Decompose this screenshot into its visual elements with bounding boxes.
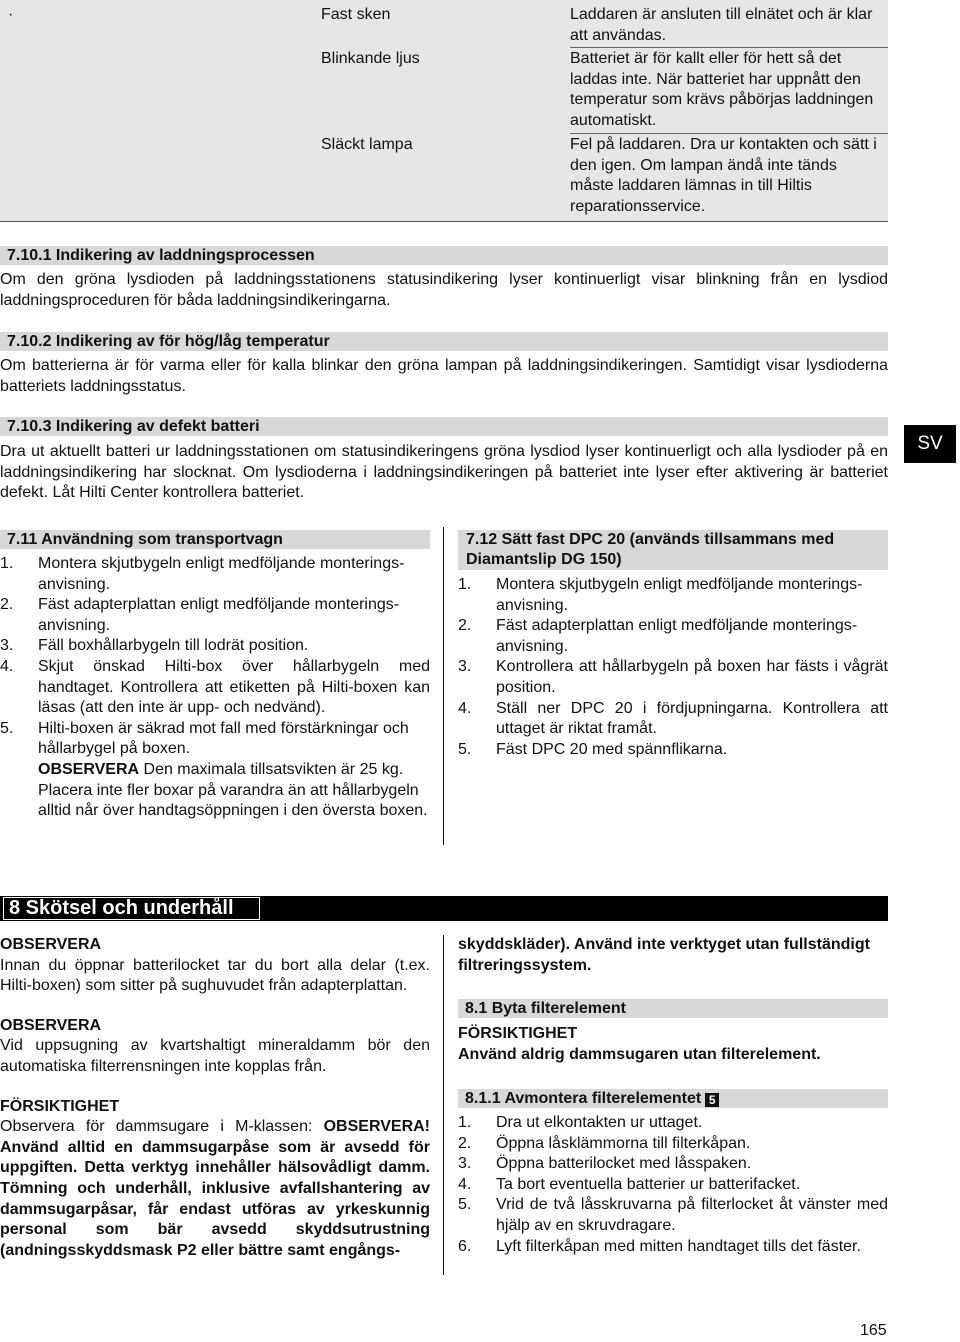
list-item: 4. Ta bort eventuella batterier ur batterifacket. [458,1175,801,1193]
figure-reference: 5 [705,1093,719,1107]
dpc-steps-list [458,575,888,760]
chapter-heading-8 [0,896,888,921]
note-text: Den maximala tillsatsvikten är 25 kg. Placera inte fler boxar på varandra än att hållarbygeln alltid når över handtagsöppningen i den översta boxen. [38,760,428,820]
section-heading-7-10-3: 7.10.3 Indikering av defekt batteri [0,417,888,436]
transport-steps-list [0,554,430,822]
list-item: 2. Fäst adapterplattan enligt medföljande monterings-anvisning. [0,596,400,634]
column-divider [443,527,444,845]
table-bullet: · [8,6,14,23]
table-divider [570,133,888,134]
list-item: 4. Ställ ner DPC 20 i fördjupningarna. Kontrollera att uttaget är riktat framåt. [458,699,888,738]
filter-removal-steps-list [458,1113,888,1257]
list-item: 5. Hilti-boxen är säkrad mot fall med förstärkningar och hållarbygel på boxen. OBSERVERA Den maximala tillsatsvikten är 25 kg. Placera inte fler boxar på varandra än att hållarbygeln alltid når över handtagsöppningen i den översta boxen. [0,719,428,820]
section-heading-8-1-1: 8.1.1 Avmontera filterelementet 5 [458,1089,888,1108]
status-description: Laddaren är ansluten till elnätet och är klar att användas. [570,6,873,44]
notice-label: OBSERVERA [0,936,102,953]
notice-label: OBSERVERA [0,1016,102,1034]
list-item: 3. Fäll boxhållarbygeln till lodrät position. [0,637,309,655]
status-state: Blinkande ljus [321,50,420,67]
caution-label: FÖRSIKTIGHET [0,1097,120,1115]
list-item: 5. Vrid de två låsskruvarna på filterlocket åt vänster med hjälp av en skruvdragare. [458,1196,888,1234]
list-item: 1. Montera skjutbygeln enligt medföljande monterings-anvisning. [0,555,405,593]
language-tab: SV [904,425,956,463]
table-divider [570,47,888,48]
section-heading-7-10-1: 7.10.1 Indikering av laddningsprocessen [0,246,888,265]
section-text-7-10-2: Om batterierna är för varma eller för kalla blinkar den gröna lampan på laddningsindikeringen. Samtidigt visar lysdioderna batteriets laddningsstatus. [0,357,888,395]
list-item: 5. Fäst DPC 20 med spännflikarna. [458,740,728,758]
caution-text: Använd aldrig dammsugaren utan filterelement. [458,1046,821,1063]
section-heading-8-1: 8.1 Byta filterelement [458,999,888,1018]
caution-label: FÖRSIKTIGHET [458,1025,578,1042]
status-description: Batteriet är för kallt eller för hett så det laddas inte. När batteriet har uppnått den temperatur som krävs påbörjas laddningen automatiskt. [570,50,874,129]
caution-text: Observera för dammsugare i M-klassen: OBSERVERA! Använd alltid en dammsugarpåse som är avsedd för uppgiften. Detta verktyg innehåller hälsovådligt damm. Tömning och underhåll, inklusive avfallshantering av dammsugarpåsar, får endast utföras av yrkeskunnig personal som bär avsedd skyddsutrustning (andningsskyddsmask P2 eller bättre samt engångs- [0,1118,430,1259]
page-number: 165 [860,1322,887,1339]
list-item: 1. Dra ut elkontakten ur uttaget. [458,1114,703,1131]
column-divider [443,935,444,1275]
maintenance-notes [0,935,430,1261]
section-text-7-10-3: Dra ut aktuellt batteri ur laddningsstationen om statusindikeringens gröna lysdiod lyser kontinuerligt och alla lysdioder på en laddningsindikering har slocknat. Om lysdioderna i laddningsindikeringen på batteriet inte lyser efter aktivering är batteriet defekt. Låt Hilti Center kontrollera batteriet. [0,443,888,502]
list-item: 3. Öppna batterilocket med låsspaken. [458,1155,752,1173]
charger-status-table [0,0,888,222]
section-heading-7-12: 7.12 Sätt fast DPC 20 (används tillsammans med Diamantslip DG 150) [458,530,888,570]
list-item: 4. Skjut önskad Hilti-box över hållarbygeln med handtaget. Kontrollera att etiketten på Hilti-boxen kan läsas (att den inte är upp- och nedvänd). [0,657,430,717]
notice-text: Vid uppsugning av kvartshaltigt mineraldamm bör den automatiska filterrensningen inte kopplas från. [0,1037,430,1075]
section-heading-7-11: 7.11 Användning som transportvagn [0,530,430,549]
list-item: 1. Montera skjutbygeln enligt medföljande monterings-anvisning. [458,576,863,614]
section-text-7-10-1: Om den gröna lysdioden på laddningsstationens statusindikering lyser kontinuerligt visar blinkning från en lysdiod laddningsproceduren för båda laddningsindikeringarna. [0,271,888,309]
status-state: Släckt lampa [321,136,413,153]
list-item: 3. Kontrollera att hållarbygeln på boxen har fästs i vågrät position. [458,658,888,696]
list-item: 2. Fäst adapterplattan enligt medföljande monterings-anvisning. [458,617,858,655]
caution-continued: skyddskläder). Använd inte verktyget utan fullständigt filtreringssystem. [458,936,870,974]
notice-text: Innan du öppnar batterilocket tar du bort alla delar (t.ex. Hilti-boxen) som sitter på sughuvudet från adapterplattan. [0,956,430,995]
list-item: 6. Lyft filterkåpan med mitten handtaget tills det fäster. [458,1237,861,1255]
status-description: Fel på laddaren. Dra ur kontakten och sätt i den igen. Om lampan ändå inte tänds måste laddaren lämnas in till Hiltis reparationsservice. [570,136,877,215]
note-label: OBSERVERA [38,760,140,778]
chapter-title: 8 Skötsel och underhåll [4,898,259,919]
status-state: Fast sken [321,6,391,23]
section-heading-7-10-2: 7.10.2 Indikering av för hög/låg temperatur [0,332,888,351]
list-item: 2. Öppna låsklämmorna till filterkåpan. [458,1134,751,1152]
